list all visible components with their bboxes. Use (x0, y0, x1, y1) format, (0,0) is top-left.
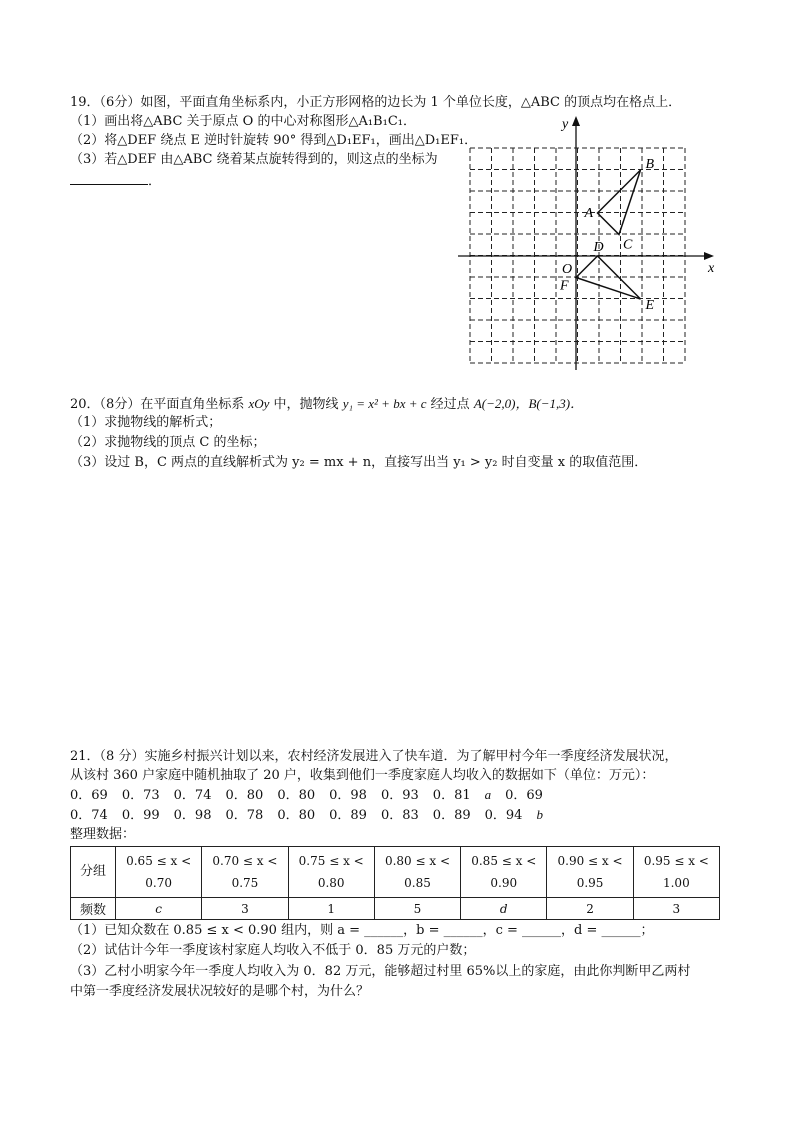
row-label-group: 分组 (71, 847, 116, 898)
group-range-start: 0.75 ≤ x < (298, 854, 364, 868)
data-value: 0．80 (277, 808, 316, 823)
q20-part3: （3）设过 B，C 两点的直线解析式为 y₂ = mx + n，直接写出当 y₁ > y₂ 时自变量 x 的取值范围． (70, 455, 648, 470)
q19-part2: （2）将△DEF 绕点 E 逆时针旋转 90° 得到△D₁EF₁，画出△D₁EF₁． (70, 133, 478, 148)
group-range-end: 1.00 (662, 876, 690, 890)
count-cell: c (116, 898, 202, 920)
group-cell (116, 847, 202, 898)
group-range-end: 0.90 (490, 876, 518, 890)
q19-part3-end: ． (148, 174, 162, 189)
q20-stem-b: 中，抛物线 (273, 397, 339, 412)
count-cell: 2 (547, 898, 633, 920)
point-label-e: E (645, 298, 655, 313)
group-range-end: 0.95 (576, 876, 604, 890)
q21-part1: （1）已知众数在 0.85 ≤ x < 0.90 组内，则 a = ______，b = ______，c = ______，d = ______； (70, 923, 654, 938)
q21-part3a: （3）乙村小明家今年一季度人均收入为 0．82 万元，能够超过村里 65%以上的家庭，由此你判断甲乙两村 (70, 964, 691, 979)
data-value: 0．98 (329, 788, 367, 803)
y-axis-arrow (572, 116, 580, 126)
group-cell (633, 847, 719, 898)
q20-part2: （2）求抛物线的顶点 C 的坐标； (70, 435, 266, 450)
coordinate-grid-figure (458, 112, 720, 370)
data-value: 0．74 (70, 808, 108, 823)
group-range-end: 0.70 (145, 876, 172, 890)
group-cell (461, 847, 547, 898)
group-range-start: 0.90 ≤ x < (557, 854, 623, 868)
q20-stem-c: 经过点 (430, 397, 470, 412)
data-value: 0．99 (121, 808, 160, 823)
q20-stem (70, 395, 583, 414)
group-range-end: 0.85 (404, 876, 431, 890)
data-value: 0．73 (121, 788, 160, 803)
point-label-a: A (584, 206, 594, 221)
group-range-start: 0.65 ≤ x < (126, 854, 192, 868)
group-cell (374, 847, 460, 898)
data-value: 0．98 (173, 808, 212, 823)
count-cell: 1 (288, 898, 374, 920)
table-row-groups (71, 847, 720, 898)
q21-part3b: 中第一季度经济发展状况较好的是哪个村，为什么？ (70, 984, 370, 999)
group-range-end: 0.75 (231, 876, 259, 890)
triangle-abc (598, 170, 641, 235)
q20-stem-a: 20．（8分）在平面直角坐标系 (70, 397, 245, 412)
point-label-d: D (593, 240, 604, 255)
q21-stem-1: 21．（8 分）实施乡村振兴计划以来，农村经济发展进入了快车道．为了解甲村今年一季度经济发展状况， (70, 749, 678, 764)
q20-parabola-equation: y₁ = x² + bx + c (342, 396, 427, 411)
data-value: 0．78 (225, 808, 264, 823)
q20-stem-var: xOy (248, 396, 270, 411)
row-label-count: 频数 (71, 898, 116, 920)
group-range-start: 0.85 ≤ x < (471, 854, 537, 868)
q19-part3: （3）若△DEF 由△ABC 绕着某点旋转得到的，则这点的坐标为 (70, 152, 438, 167)
data-value: a (484, 787, 492, 802)
point-label-f: F (560, 278, 569, 294)
q19-part1: （1）画出将△ABC 关于原点 O 的中心对称图形△A₁B₁C₁． (70, 114, 416, 129)
count-cell: 3 (633, 898, 719, 920)
data-value: 0．93 (380, 788, 419, 803)
q21-part2: （2）试估计今年一季度该村家庭人均收入不低于 0．85 万元的户数； (70, 943, 476, 958)
q20-part1: （1）求抛物线的解析式； (70, 415, 222, 430)
origin-label: O (562, 262, 573, 277)
data-value: 0．80 (225, 788, 264, 803)
group-range-start: 0.95 ≤ x < (643, 854, 709, 868)
q19-answer-line (70, 172, 161, 191)
count-cell: d (461, 898, 547, 920)
group-range-end: 0.80 (317, 876, 345, 890)
count-cell: 3 (202, 898, 288, 920)
data-value: 0．83 (380, 808, 419, 823)
q19-stem: 19．（6分）如图，平面直角坐标系内，小正方形网格的边长为 1 个单位长度，△ABC 的顶点均在格点上． (70, 95, 682, 110)
group-cell (202, 847, 288, 898)
frequency-table (70, 846, 720, 920)
group-cell (547, 847, 633, 898)
point-label-c: C (623, 237, 633, 253)
q21-organize-label: 整理数据： (70, 827, 136, 842)
q21-stem-2: 从该村 360 户家庭中随机抽取了 20 户，收集到他们一季度家庭人均收入的数据如下（单位：万元）： (70, 768, 655, 783)
data-value: 0．69 (70, 788, 108, 803)
point-label-b: B (645, 157, 655, 172)
x-axis-arrow (704, 252, 714, 260)
table-row-counts (71, 898, 720, 920)
y-axis-label: y (562, 117, 569, 132)
data-value: b (536, 807, 543, 822)
count-cell: 5 (374, 898, 460, 920)
x-axis-label: x (708, 261, 715, 276)
group-range-start: 0.70 ≤ x < (212, 854, 278, 868)
answer-blank[interactable] (70, 172, 148, 185)
q21-data-row-2 (70, 806, 557, 825)
data-value: 0．81 (432, 788, 471, 803)
group-range-start: 0.80 ≤ x < (384, 854, 450, 868)
data-value: 0．69 (505, 788, 543, 803)
q21-data-row-1 (70, 786, 557, 805)
data-value: 0．80 (277, 788, 316, 803)
data-value: 0．74 (173, 788, 212, 803)
group-cell (288, 847, 374, 898)
data-value: 0．94 (484, 808, 523, 823)
data-value: 0．89 (432, 808, 471, 823)
data-value: 0．89 (329, 808, 367, 823)
q20-points: A(−2,0)，B(−1,3)． (473, 396, 584, 411)
